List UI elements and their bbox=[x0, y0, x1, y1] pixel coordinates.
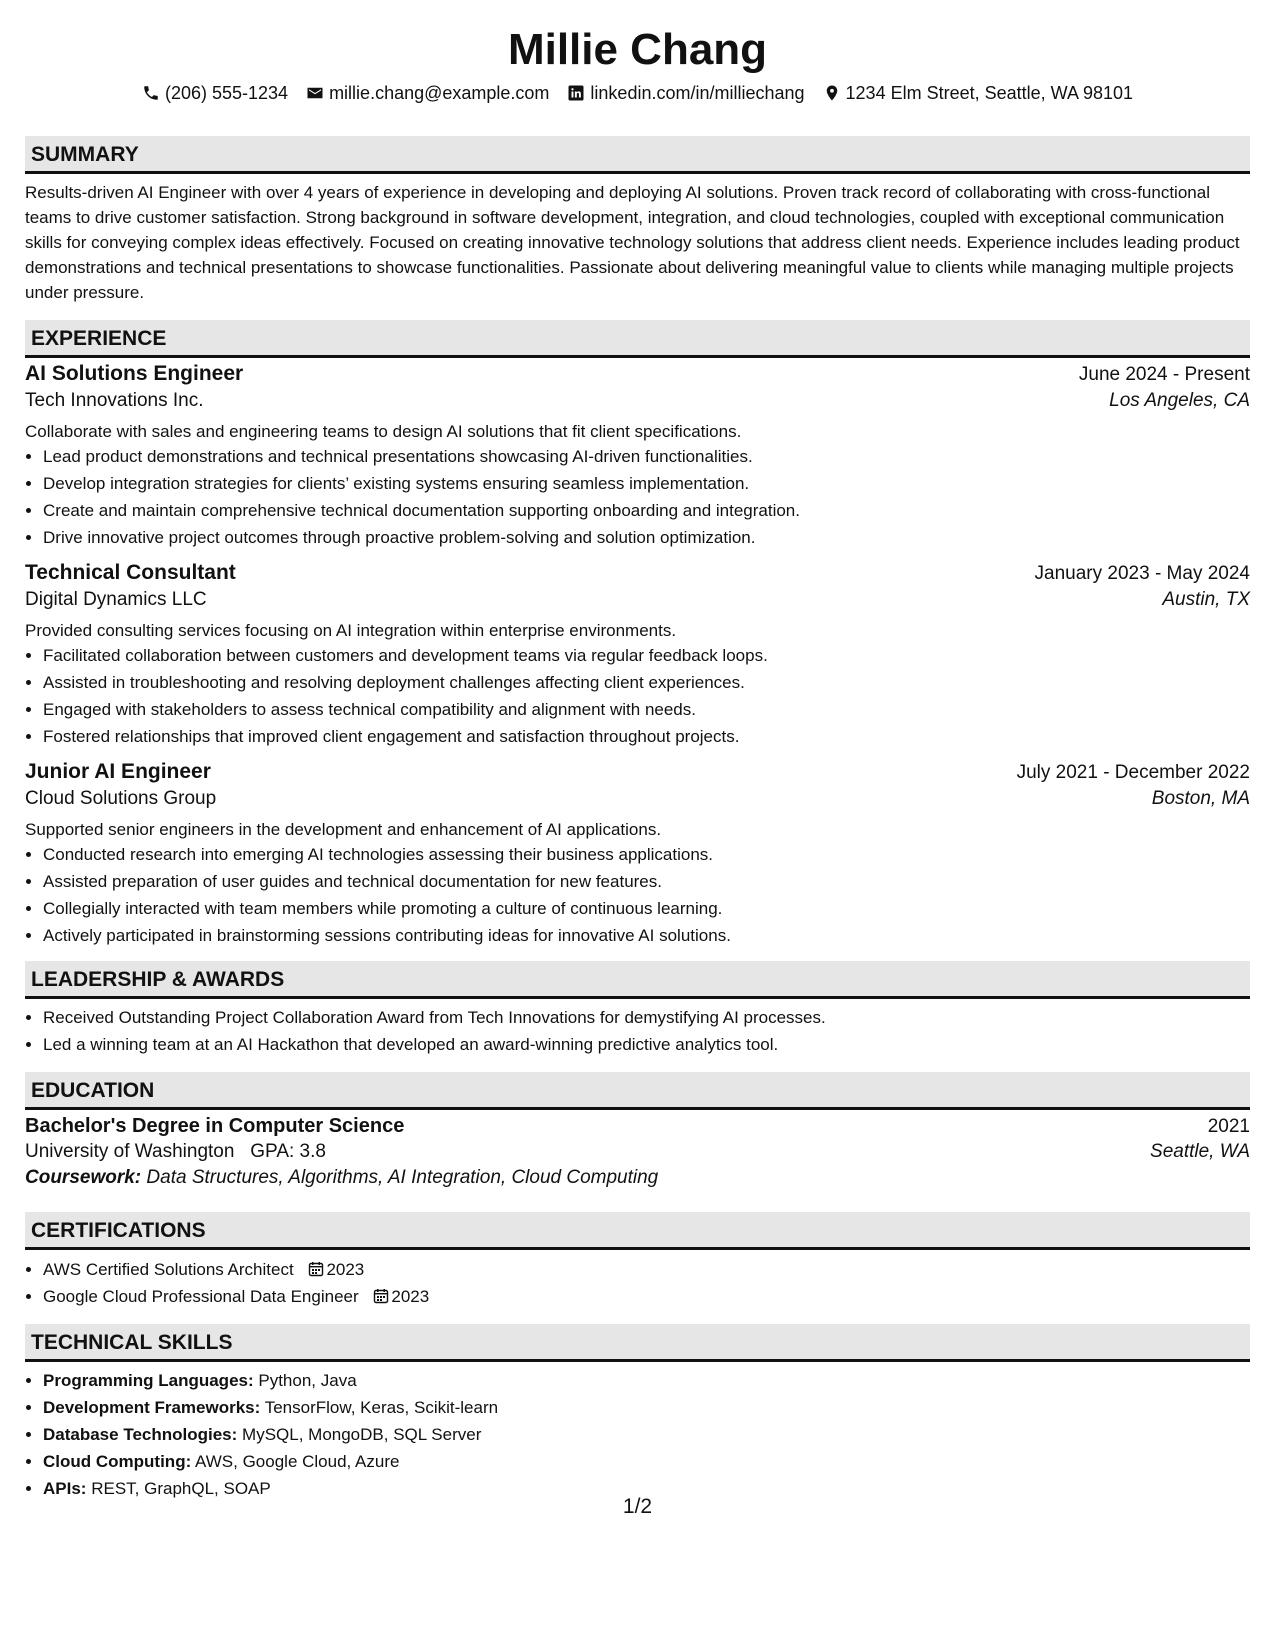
resume-page bbox=[25, 0, 1250, 1502]
job-company-row bbox=[25, 589, 1250, 611]
coursework-line bbox=[25, 1167, 1250, 1189]
job-intro: Provided consulting services focusing on AI integration within enterprise environments. bbox=[25, 621, 677, 640]
job-company-row bbox=[25, 788, 1250, 810]
contact-email[interactable] bbox=[306, 83, 549, 104]
education-entry bbox=[25, 1115, 1250, 1189]
skill-value: AWS, Google Cloud, Azure bbox=[195, 1452, 400, 1471]
section-heading-certifications: CERTIFICATIONS bbox=[25, 1212, 1250, 1250]
job-header-row bbox=[25, 362, 1250, 386]
gpa: GPA: 3.8 bbox=[250, 1141, 326, 1162]
coursework-list: Data Structures, Algorithms, AI Integration, Cloud Computing bbox=[146, 1167, 659, 1188]
skill-value: Python, Java bbox=[258, 1371, 357, 1390]
calendar-icon bbox=[373, 1288, 389, 1304]
certification-name: AWS Certified Solutions Architect bbox=[43, 1260, 294, 1279]
certification-year: 2023 bbox=[326, 1260, 365, 1279]
skills-list bbox=[25, 1367, 1250, 1502]
section-heading-leadership: LEADERSHIP & AWARDS bbox=[25, 961, 1250, 999]
summary-text: Results-driven AI Engineer with over 4 years of experience in developing and deploying AI solutions. Proven track record of collaborating with cross-functional teams to drive customer satisfaction. Strong background in software development, integration, and cloud technologies, coupled with exceptional communication skills for conveying complex ideas effectively. Focused on creating innovative technology solutions that address client needs. Experience includes leading product demonstrations and technical presentations to showcase functionalities. Passionate about delivering meaningful value to clients while managing multiple projects under pressure. bbox=[25, 183, 1240, 302]
contact-phone bbox=[142, 83, 288, 104]
contact-address bbox=[823, 83, 1134, 104]
linkedin-icon bbox=[567, 84, 585, 102]
phone-icon bbox=[142, 84, 160, 102]
job-bullet: • Fostered relationships that improved client engagement and satisfaction throughout projects. bbox=[43, 723, 1250, 750]
graduation-year: 2021 bbox=[1207, 1116, 1250, 1137]
education-header-row bbox=[25, 1115, 1250, 1138]
job-bullet: • Facilitated collaboration between customers and development teams via regular feedback loops. bbox=[43, 642, 1250, 669]
job-bullet: • Engaged with stakeholders to assess technical compatibility and alignment with needs. bbox=[43, 696, 1250, 723]
skill-label: APIs: bbox=[43, 1479, 87, 1498]
certification-item bbox=[43, 1283, 1250, 1310]
job-dates: January 2023 - May 2024 bbox=[1034, 563, 1250, 584]
page-number: 1/2 bbox=[622, 1495, 653, 1518]
job-bullet: • Collegially interacted with team members while promoting a culture of continuous learning. bbox=[43, 895, 1250, 922]
contact-bar bbox=[25, 80, 1250, 106]
job-bullet: • Conducted research into emerging AI technologies assessing their business applications. bbox=[43, 841, 1250, 868]
section-heading-skills: TECHNICAL SKILLS bbox=[25, 1324, 1250, 1362]
degree-name: Bachelor's Degree in Computer Science bbox=[25, 1115, 405, 1137]
job-entry bbox=[25, 760, 1250, 949]
job-bullet: • Drive innovative project outcomes through proactive problem-solving and solution optimization. bbox=[43, 524, 1250, 551]
envelope-icon bbox=[306, 84, 324, 102]
contact-linkedin[interactable] bbox=[567, 83, 804, 104]
award-bullet: • Received Outstanding Project Collaboration Award from Tech Innovations for demystifying AI processes. bbox=[43, 1004, 1250, 1031]
job-bullet: • Actively participated in brainstorming sessions contributing ideas for innovative AI solutions. bbox=[43, 922, 1250, 949]
job-company-row bbox=[25, 390, 1250, 412]
job-bullet: • Assisted preparation of user guides and technical documentation for new features. bbox=[43, 868, 1250, 895]
job-company: Tech Innovations Inc. bbox=[25, 390, 204, 411]
skill-label: Programming Languages: bbox=[43, 1371, 254, 1390]
skill-item bbox=[43, 1367, 1250, 1394]
job-bullet: • Lead product demonstrations and technical presentations showcasing AI-driven functionalities. bbox=[43, 443, 1250, 470]
school-name: University of Washington bbox=[25, 1141, 235, 1162]
job-entry bbox=[25, 561, 1250, 750]
job-title: Technical Consultant bbox=[25, 561, 236, 584]
job-title: AI Solutions Engineer bbox=[25, 362, 244, 385]
skill-item bbox=[43, 1421, 1250, 1448]
job-bullet: • Develop integration strategies for clients’ existing systems ensuring seamless implementation. bbox=[43, 470, 1250, 497]
job-intro: Collaborate with sales and engineering teams to design AI solutions that fit client specifications. bbox=[25, 422, 742, 441]
job-bullet: • Create and maintain comprehensive technical documentation supporting onboarding and integration. bbox=[43, 497, 1250, 524]
coursework-label: Coursework: bbox=[25, 1167, 142, 1188]
skill-value: MySQL, MongoDB, SQL Server bbox=[242, 1425, 482, 1444]
candidate-name: Millie Chang bbox=[507, 25, 768, 74]
job-header-row bbox=[25, 760, 1250, 784]
certification-item bbox=[43, 1256, 1250, 1283]
job-location: Austin, TX bbox=[1162, 589, 1250, 610]
job-bullets bbox=[25, 642, 1250, 750]
skill-item bbox=[43, 1394, 1250, 1421]
job-company: Cloud Solutions Group bbox=[25, 788, 217, 809]
map-pin-icon bbox=[823, 84, 841, 102]
skill-label: Database Technologies: bbox=[43, 1425, 238, 1444]
school-location: Seattle, WA bbox=[1150, 1141, 1250, 1162]
email-link[interactable]: millie.chang@example.com bbox=[329, 82, 550, 103]
address-text: 1234 Elm Street, Seattle, WA 98101 bbox=[845, 82, 1134, 103]
job-location: Los Angeles, CA bbox=[1109, 390, 1250, 411]
job-bullets bbox=[25, 841, 1250, 949]
skill-label: Development Frameworks: bbox=[43, 1398, 261, 1417]
certification-name: Google Cloud Professional Data Engineer bbox=[43, 1287, 359, 1306]
job-dates: June 2024 - Present bbox=[1078, 364, 1250, 385]
skill-value: REST, GraphQL, SOAP bbox=[91, 1479, 271, 1498]
job-header-row bbox=[25, 561, 1250, 585]
education-school-row bbox=[25, 1141, 1250, 1163]
certification-year: 2023 bbox=[391, 1287, 430, 1306]
certification-list bbox=[25, 1256, 1250, 1310]
job-bullets bbox=[25, 443, 1250, 551]
section-heading-summary: SUMMARY bbox=[25, 136, 1250, 174]
leadership-bullets bbox=[25, 1004, 1250, 1058]
job-company: Digital Dynamics LLC bbox=[25, 589, 207, 610]
phone-text: (206) 555-1234 bbox=[164, 82, 289, 103]
job-entry bbox=[25, 362, 1250, 551]
job-location: Boston, MA bbox=[1151, 788, 1250, 809]
job-intro: Supported senior engineers in the development and enhancement of AI applications. bbox=[25, 820, 662, 839]
job-title: Junior AI Engineer bbox=[25, 760, 211, 783]
award-bullet: • Led a winning team at an AI Hackathon that developed an award-winning predictive analytics tool. bbox=[43, 1031, 1250, 1058]
skill-item bbox=[43, 1448, 1250, 1475]
job-dates: July 2021 - December 2022 bbox=[1016, 762, 1250, 783]
job-bullet: • Assisted in troubleshooting and resolving deployment challenges affecting client experiences. bbox=[43, 669, 1250, 696]
section-heading-education: EDUCATION bbox=[25, 1072, 1250, 1110]
section-heading-experience: EXPERIENCE bbox=[25, 320, 1250, 358]
school-line bbox=[25, 1141, 326, 1163]
calendar-icon bbox=[308, 1261, 324, 1277]
skill-label: Cloud Computing: bbox=[43, 1452, 192, 1471]
linkedin-link[interactable]: linkedin.com/in/milliechang bbox=[590, 82, 805, 103]
skill-value: TensorFlow, Keras, Scikit-learn bbox=[264, 1398, 499, 1417]
